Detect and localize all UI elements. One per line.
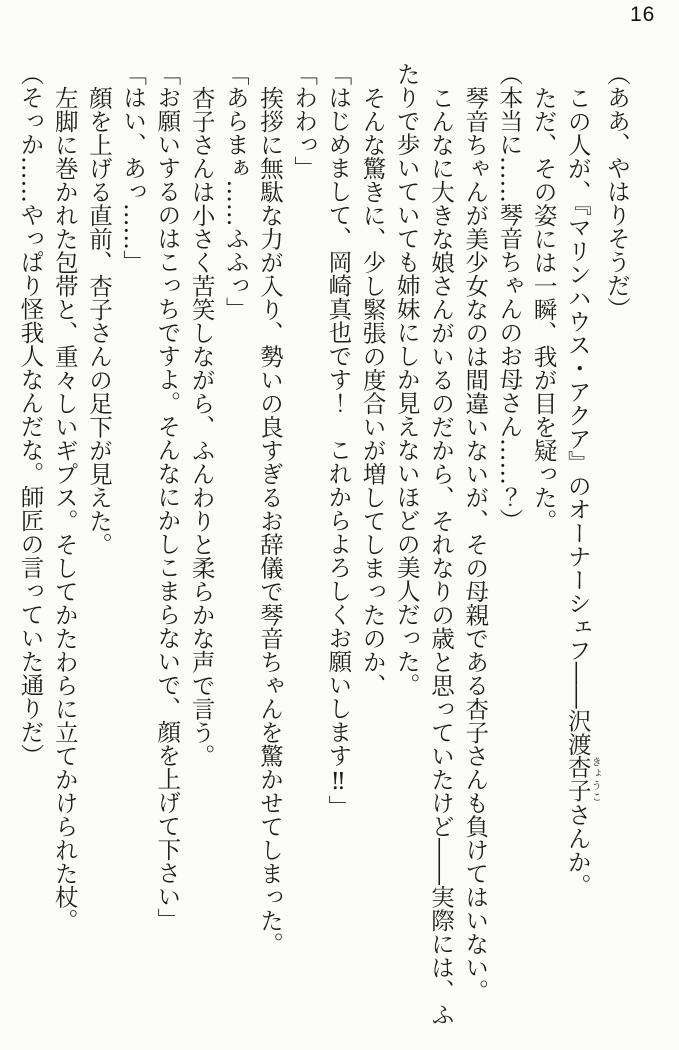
paragraph: 左脚に巻かれた包帯と、重々しいギプス。そしてかたわらに立てかけられた杖。 (50, 85, 79, 932)
paragraph: ただ、その姿には一瞬、我が目を疑った。 (529, 85, 558, 532)
paragraph: 「わわっ」 (290, 62, 319, 180)
paragraph: 杏子さんは小さく苦笑しながら、ふんわりと柔らかな声で言う。 (187, 85, 216, 767)
paragraph: こんなに大きな娘さんがいるのだから、それなりの歳と思っていたけど――実際には、ふたりで歩いていても姉妹にしか見えないほどの美人だった。 (392, 62, 455, 1026)
paragraph: 挨拶に無駄な力が入り、勢いの良すぎるお辞儀で琴音ちゃんを驚かせてしまった。 (255, 85, 284, 955)
paragraph: （そっか……やっぱり怪我人なんだな。師匠の言っていた通りだ） (16, 62, 45, 767)
paragraph: 琴音ちゃんが美少女なのは間違いないが、その母親である杏子さんも負けてはいない。 (461, 85, 490, 1002)
ruby-annotated-name: 杏子きょうこ (563, 755, 601, 803)
paragraph: この人が、『マリンハウス・アクア』のオーナーシェフ――沢渡杏子きょうこさんか。 (563, 85, 601, 897)
paragraph: （本当に……琴音ちゃんのお母さん……？） (495, 62, 524, 532)
text-block (18, 62, 634, 1035)
paragraph: 「はじめまして、岡崎真也です！ これからよろしくお願いします‼」 (324, 62, 353, 819)
paragraph: 「あらまぁ……ふふっ」 (221, 62, 250, 321)
page-number: 16 (630, 3, 656, 26)
paragraph: （ああ、やはりそうだ） (603, 62, 631, 321)
paragraph: 「はい、あっ……」 (119, 62, 148, 274)
paragraph: そんな驚きに、少し緊張の度合いが増してしまったのか、 (358, 85, 387, 697)
paragraph: 「お願いするのはこっちですよ。そんなにかしこまらないで、顔を上げて下さい」 (153, 62, 182, 932)
paragraph: 顔を上げる直前、杏子さんの足下が見えた。 (84, 85, 113, 556)
